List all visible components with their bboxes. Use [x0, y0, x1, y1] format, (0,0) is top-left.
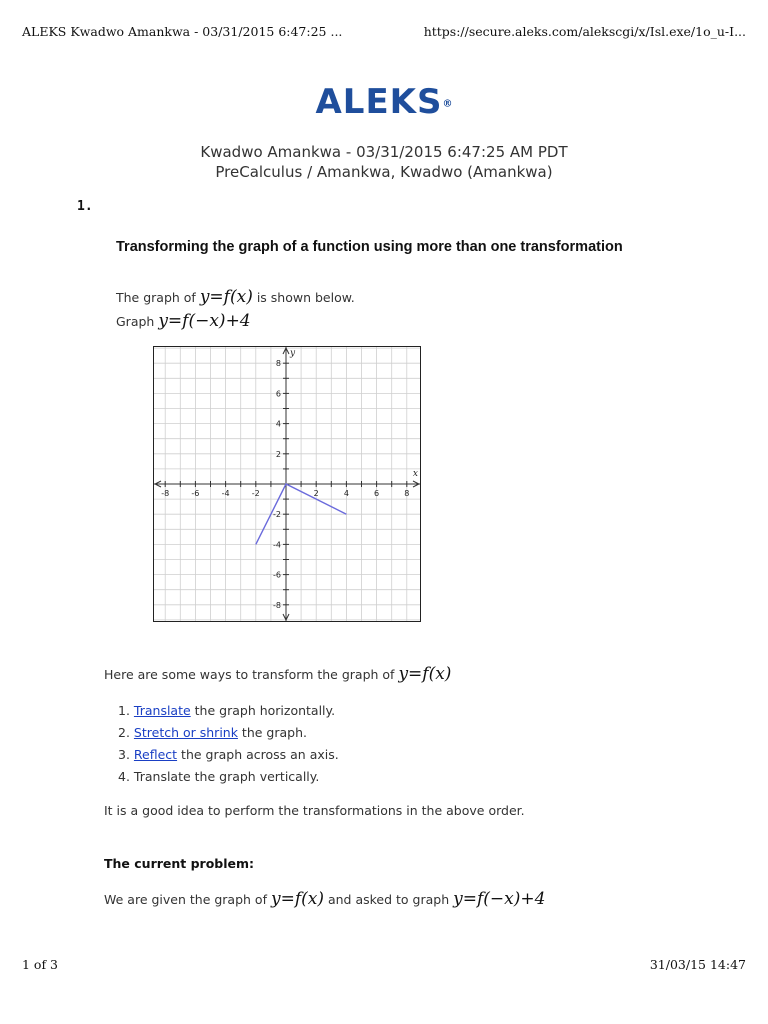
list-item [118, 744, 339, 766]
aleks-logo [0, 82, 768, 122]
stretch-or-shrink-link[interactable]: Stretch or shrink [133, 725, 238, 740]
y-tick-label: 4 [275, 419, 281, 429]
student-meta [0, 142, 768, 182]
ways-fx-expression: y=f(x) [398, 664, 452, 684]
graph-prefix: Graph [116, 314, 155, 329]
y-tick-label: -8 [273, 600, 281, 610]
current-prefix: We are given the graph of [104, 892, 267, 907]
y-tick-label: -6 [273, 570, 281, 580]
page-counter: 1 of 3 [22, 957, 59, 972]
coordinate-grid[interactable] [154, 347, 420, 621]
reflect-link[interactable]: Reflect [133, 747, 178, 762]
x-tick-label: -2 [251, 489, 260, 498]
item-text: the graph across an axis. [177, 747, 339, 762]
graph-instruction [116, 311, 251, 331]
item-text: the graph horizontally. [190, 703, 336, 718]
item-text: Translate the graph vertically. [133, 769, 320, 784]
logo-text: ALEKS [315, 82, 443, 122]
x-tick-label: 6 [374, 489, 380, 498]
item-number: 3. [118, 747, 130, 762]
item-number: 1. [118, 703, 130, 718]
logo-registered-mark: ® [442, 98, 453, 110]
graph-panel[interactable] [153, 346, 421, 622]
x-tick-label: 2 [313, 489, 319, 498]
y-tick-label: 6 [275, 389, 281, 399]
order-advice: It is a good idea to perform the transformations in the above order. [104, 803, 525, 818]
current-target-expression: y=f(−x)+4 [453, 889, 546, 909]
current-problem-heading: The current problem: [104, 856, 255, 871]
y-tick-label: -2 [273, 510, 281, 520]
current-middle: and asked to graph [327, 892, 450, 907]
intro-prefix: The graph of [116, 290, 196, 305]
y-axis-label: y [290, 348, 296, 359]
fx-expression: y=f(x) [199, 287, 253, 307]
ways-intro [104, 664, 451, 684]
current-fx-expression: y=f(x) [270, 889, 324, 909]
list-item [118, 700, 339, 722]
translate-link[interactable]: Translate [133, 703, 191, 718]
ways-list [118, 700, 339, 788]
item-number: 2. [118, 725, 130, 740]
y-tick-label: 8 [275, 359, 281, 369]
y-tick-label: 2 [275, 449, 281, 459]
y-tick-label: -4 [273, 540, 281, 550]
x-tick-label: -6 [191, 489, 200, 498]
target-expression: y=f(−x)+4 [158, 311, 251, 331]
page-header-url[interactable]: https://secure.aleks.com/alekscgi/x/Isl.exe/1o_u-I... [423, 24, 746, 39]
question-number: 1. [77, 199, 93, 214]
intro-suffix: is shown below. [256, 290, 355, 305]
problem-title: Transforming the graph of a function using more than one transformation [116, 239, 623, 255]
list-item [118, 766, 339, 788]
current-problem-statement [104, 889, 545, 909]
student-name-date: Kwadwo Amankwa - 03/31/2015 6:47:25 AM PDT [200, 143, 568, 161]
page-header-title: ALEKS Kwadwo Amankwa - 03/31/2015 6:47:25 ... [22, 24, 343, 39]
print-datetime: 31/03/15 14:47 [649, 957, 746, 972]
x-tick-label: -8 [161, 489, 170, 498]
x-axis-label: x [412, 469, 418, 479]
list-item [118, 722, 339, 744]
x-tick-label: 4 [343, 489, 349, 498]
course-name: PreCalculus / Amankwa, Kwadwo (Amankwa) [215, 163, 553, 181]
item-number: 4. [118, 769, 130, 784]
problem-intro [116, 287, 355, 307]
x-tick-label: -4 [221, 489, 230, 498]
item-text: the graph. [237, 725, 307, 740]
x-tick-label: 8 [404, 489, 410, 498]
ways-intro-text: Here are some ways to transform the graph of [104, 667, 395, 682]
